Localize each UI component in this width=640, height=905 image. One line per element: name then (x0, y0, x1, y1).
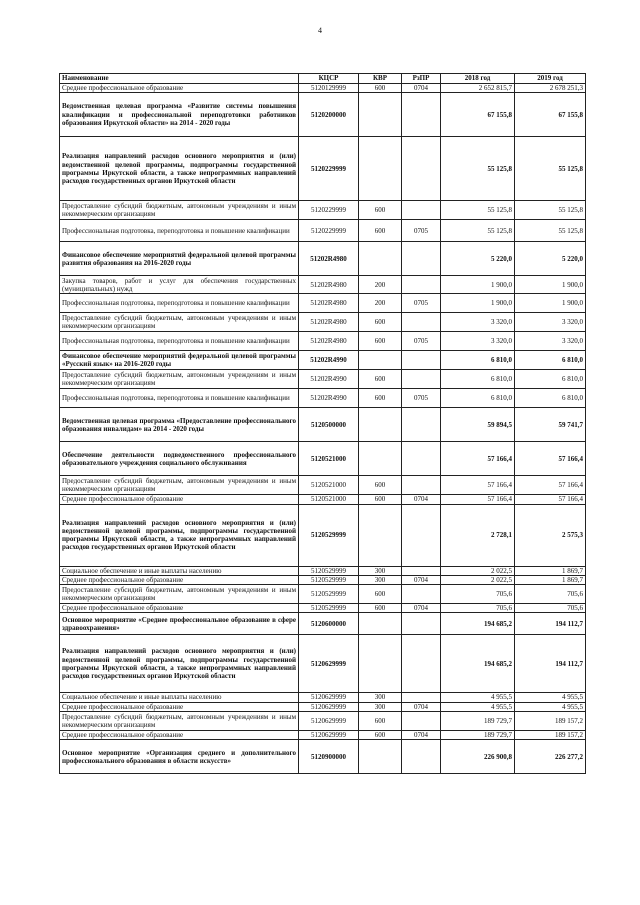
cell-rzpr (402, 276, 441, 294)
cell-2019: 67 155,8 (515, 93, 586, 137)
cell-name: Среднее профессиональное образование (60, 604, 299, 613)
header-name: Наименование (60, 74, 299, 84)
cell-rzpr: 0705 (402, 332, 441, 351)
table-row (60, 242, 586, 276)
cell-rzpr (402, 712, 441, 731)
cell-rzpr (402, 408, 441, 442)
cell-rzpr (402, 635, 441, 693)
cell-name: Среднее профессиональное образование (60, 495, 299, 504)
table-row (60, 408, 586, 442)
cell-rzpr (402, 566, 441, 575)
cell-kvr (359, 137, 402, 201)
cell-2018: 2 022,5 (441, 575, 515, 584)
cell-kvr: 600 (359, 476, 402, 495)
cell-2019: 55 125,8 (515, 137, 586, 201)
cell-name: Профессиональная подготовка, переподготовка и повышение квалификации (60, 332, 299, 351)
cell-rzpr (402, 613, 441, 635)
cell-2019: 59 741,7 (515, 408, 586, 442)
cell-name: Ведомственная целевая программа «Развитие системы повышения квалификации и профессиональной переподготовки работников образования Иркутской области» на 2014 - 2020 годы (60, 93, 299, 137)
cell-rzpr: 0705 (402, 294, 441, 313)
cell-kvr: 600 (359, 84, 402, 93)
table-row (60, 702, 586, 711)
cell-name: Финансовое обеспечение мероприятий федеральной целевой программы развития образования на 2016-2020 годы (60, 242, 299, 276)
cell-kcsr: 5120500000 (299, 408, 359, 442)
cell-kvr (359, 408, 402, 442)
cell-2019: 1 900,0 (515, 294, 586, 313)
table-row (60, 740, 586, 774)
cell-kcsr: 5120229999 (299, 137, 359, 201)
cell-kvr: 600 (359, 389, 402, 408)
table-row (60, 93, 586, 137)
cell-kcsr: 5120629999 (299, 731, 359, 740)
cell-rzpr (402, 370, 441, 389)
cell-2018: 705,6 (441, 604, 515, 613)
table-row (60, 604, 586, 613)
cell-2019: 194 112,7 (515, 635, 586, 693)
cell-rzpr (402, 476, 441, 495)
table-row (60, 495, 586, 504)
table-row (60, 220, 586, 242)
cell-2018: 6 810,0 (441, 351, 515, 370)
cell-kcsr: 5120200000 (299, 93, 359, 137)
cell-name: Предоставление субсидий бюджетным, автономным учреждениям и иным некоммерческим организациям (60, 313, 299, 332)
cell-kcsr: 51202R4980 (299, 332, 359, 351)
cell-2018: 67 155,8 (441, 93, 515, 137)
cell-kvr (359, 93, 402, 137)
cell-name: Реализация направлений расходов основного мероприятия и (или) ведомственной целевой программы, подпрограммы государственной программы Иркутской области, а также непрограммных направлений расходов государственных органов Иркутской области (60, 504, 299, 566)
cell-kvr: 600 (359, 313, 402, 332)
cell-kcsr: 51202R4990 (299, 370, 359, 389)
cell-name: Реализация направлений расходов основного мероприятия и (или) ведомственной целевой программы, подпрограммы государственной программы Иркутской области, а также непрограммных направлений расходов государственных органов Иркутской области (60, 635, 299, 693)
cell-2019: 2 678 251,3 (515, 84, 586, 93)
cell-kvr (359, 351, 402, 370)
cell-name: Реализация направлений расходов основного мероприятия и (или) ведомственной целевой программы, подпрограммы государственной программы Иркутской области, а также непрограммных направлений расходов государственных органов Иркутской области (60, 137, 299, 201)
table-row (60, 731, 586, 740)
cell-name: Среднее профессиональное образование (60, 575, 299, 584)
cell-rzpr (402, 504, 441, 566)
table-row (60, 566, 586, 575)
cell-2018: 705,6 (441, 585, 515, 604)
cell-rzpr (402, 351, 441, 370)
cell-kvr (359, 242, 402, 276)
cell-2018: 55 125,8 (441, 201, 515, 220)
cell-rzpr (402, 585, 441, 604)
cell-kcsr: 5120229999 (299, 220, 359, 242)
cell-2019: 57 166,4 (515, 476, 586, 495)
cell-2019: 5 220,0 (515, 242, 586, 276)
cell-2019: 189 157,2 (515, 712, 586, 731)
cell-name: Профессиональная подготовка, переподготовка и повышение квалификации (60, 294, 299, 313)
cell-2018: 194 685,2 (441, 635, 515, 693)
cell-2019: 226 277,2 (515, 740, 586, 774)
cell-rzpr: 0704 (402, 495, 441, 504)
table-row (60, 276, 586, 294)
header-2019: 2019 год (515, 74, 586, 84)
cell-kvr: 200 (359, 276, 402, 294)
cell-2018: 189 729,7 (441, 731, 515, 740)
cell-2019: 194 112,7 (515, 613, 586, 635)
cell-2019: 6 810,0 (515, 370, 586, 389)
table-row (60, 201, 586, 220)
cell-name: Закупка товаров, работ и услуг для обеспечения государственных (муниципальных) нужд (60, 276, 299, 294)
cell-rzpr: 0704 (402, 604, 441, 613)
cell-name: Предоставление субсидий бюджетным, автономным учреждениям и иным некоммерческим организациям (60, 370, 299, 389)
cell-kvr: 300 (359, 575, 402, 584)
table-row (60, 137, 586, 201)
cell-rzpr (402, 93, 441, 137)
table-row (60, 442, 586, 476)
cell-name: Предоставление субсидий бюджетным, автономным учреждениям и иным некоммерческим организациям (60, 712, 299, 731)
cell-2018: 55 125,8 (441, 220, 515, 242)
cell-rzpr: 0704 (402, 702, 441, 711)
cell-2018: 57 166,4 (441, 442, 515, 476)
cell-kvr: 600 (359, 220, 402, 242)
cell-kvr: 200 (359, 294, 402, 313)
cell-name: Среднее профессиональное образование (60, 702, 299, 711)
cell-2019: 55 125,8 (515, 201, 586, 220)
cell-kvr (359, 613, 402, 635)
cell-kvr: 600 (359, 712, 402, 731)
cell-rzpr: 0705 (402, 220, 441, 242)
cell-kvr: 300 (359, 693, 402, 702)
cell-kcsr: 5120521000 (299, 476, 359, 495)
cell-2018: 194 685,2 (441, 613, 515, 635)
cell-kvr: 600 (359, 604, 402, 613)
cell-kvr: 600 (359, 201, 402, 220)
cell-2018: 2 728,1 (441, 504, 515, 566)
header-kvr: КВР (359, 74, 402, 84)
cell-2018: 59 894,5 (441, 408, 515, 442)
table-row (60, 351, 586, 370)
cell-kcsr: 5120229999 (299, 201, 359, 220)
cell-kcsr: 51202R4980 (299, 313, 359, 332)
cell-kcsr: 5120529999 (299, 575, 359, 584)
cell-kcsr: 51202R4990 (299, 351, 359, 370)
cell-name: Профессиональная подготовка, переподготовка и повышение квалификации (60, 220, 299, 242)
cell-2018: 3 320,0 (441, 332, 515, 351)
cell-kcsr: 5120521000 (299, 495, 359, 504)
table-row (60, 585, 586, 604)
cell-kcsr: 5120129999 (299, 84, 359, 93)
cell-kcsr: 5120521000 (299, 442, 359, 476)
cell-name: Социальное обеспечение и иные выплаты населению (60, 693, 299, 702)
cell-rzpr (402, 693, 441, 702)
cell-rzpr (402, 137, 441, 201)
cell-2018: 1 900,0 (441, 276, 515, 294)
cell-2018: 6 810,0 (441, 389, 515, 408)
cell-rzpr (402, 740, 441, 774)
cell-name: Среднее профессиональное образование (60, 731, 299, 740)
cell-2019: 1 900,0 (515, 276, 586, 294)
cell-kvr: 600 (359, 495, 402, 504)
cell-kvr: 600 (359, 731, 402, 740)
cell-2019: 2 575,3 (515, 504, 586, 566)
cell-2018: 57 166,4 (441, 495, 515, 504)
cell-rzpr (402, 242, 441, 276)
cell-2018: 3 320,0 (441, 313, 515, 332)
cell-rzpr (402, 442, 441, 476)
cell-rzpr: 0705 (402, 389, 441, 408)
cell-kcsr: 5120600000 (299, 613, 359, 635)
cell-kcsr: 51202R4980 (299, 276, 359, 294)
cell-kvr (359, 635, 402, 693)
cell-name: Основное мероприятие «Организация среднего и дополнительного профессионального образования в области искусств» (60, 740, 299, 774)
cell-2019: 55 125,8 (515, 220, 586, 242)
cell-name: Основное мероприятие «Среднее профессиональное образование в сфере здравоохранения» (60, 613, 299, 635)
cell-kvr: 600 (359, 585, 402, 604)
cell-kvr (359, 504, 402, 566)
cell-2019: 705,6 (515, 604, 586, 613)
table-row (60, 313, 586, 332)
cell-2018: 226 900,8 (441, 740, 515, 774)
cell-2019: 1 869,7 (515, 566, 586, 575)
table-body (60, 84, 586, 774)
cell-name: Профессиональная подготовка, переподготовка и повышение квалификации (60, 389, 299, 408)
cell-kcsr: 51202R4980 (299, 242, 359, 276)
table-row (60, 575, 586, 584)
table-row (60, 613, 586, 635)
cell-name: Ведомственная целевая программа «Предоставление профессионального образования инвалидам» на 2014 - 2020 годы (60, 408, 299, 442)
cell-kcsr: 5120529999 (299, 604, 359, 613)
table-row (60, 635, 586, 693)
page-number: 4 (318, 26, 322, 35)
cell-2019: 189 157,2 (515, 731, 586, 740)
cell-2019: 1 869,7 (515, 575, 586, 584)
cell-2018: 57 166,4 (441, 476, 515, 495)
cell-name: Предоставление субсидий бюджетным, автономным учреждениям и иным некоммерческим организациям (60, 201, 299, 220)
table-header-row (60, 74, 586, 84)
cell-kcsr: 5120529999 (299, 585, 359, 604)
cell-2019: 6 810,0 (515, 389, 586, 408)
cell-2018: 5 220,0 (441, 242, 515, 276)
cell-2018: 2 652 815,7 (441, 84, 515, 93)
cell-rzpr (402, 313, 441, 332)
cell-2019: 4 955,5 (515, 693, 586, 702)
cell-name: Предоставление субсидий бюджетным, автономным учреждениям и иным некоммерческим организациям (60, 476, 299, 495)
cell-kvr (359, 740, 402, 774)
table-row (60, 294, 586, 313)
cell-kvr: 600 (359, 370, 402, 389)
cell-kcsr: 5120629999 (299, 693, 359, 702)
table-row (60, 504, 586, 566)
cell-kcsr: 51202R4980 (299, 294, 359, 313)
cell-kvr: 300 (359, 566, 402, 575)
cell-2019: 6 810,0 (515, 351, 586, 370)
cell-kvr (359, 442, 402, 476)
cell-2018: 4 955,5 (441, 702, 515, 711)
cell-2019: 3 320,0 (515, 332, 586, 351)
cell-2018: 6 810,0 (441, 370, 515, 389)
cell-2018: 55 125,8 (441, 137, 515, 201)
header-kcsr: КЦСР (299, 74, 359, 84)
cell-kvr: 300 (359, 702, 402, 711)
cell-2019: 57 166,4 (515, 495, 586, 504)
cell-2018: 2 022,5 (441, 566, 515, 575)
table-row (60, 693, 586, 702)
cell-name: Обеспечение деятельности подведомственного профессионального образовательного учреждения социального обслуживания (60, 442, 299, 476)
cell-kcsr: 51202R4990 (299, 389, 359, 408)
table-row (60, 332, 586, 351)
cell-kcsr: 5120629999 (299, 712, 359, 731)
cell-2019: 705,6 (515, 585, 586, 604)
cell-rzpr: 0704 (402, 84, 441, 93)
cell-kcsr: 5120900000 (299, 740, 359, 774)
cell-kcsr: 5120629999 (299, 635, 359, 693)
cell-2019: 4 955,5 (515, 702, 586, 711)
table-row (60, 389, 586, 408)
cell-kcsr: 5120629999 (299, 702, 359, 711)
table-row (60, 84, 586, 93)
cell-name: Финансовое обеспечение мероприятий федеральной целевой программы «Русский язык» на 2016-2020 годы (60, 351, 299, 370)
cell-name: Предоставление субсидий бюджетным, автономным учреждениям и иным некоммерческим организациям (60, 585, 299, 604)
cell-rzpr: 0704 (402, 575, 441, 584)
cell-kcsr: 5120529999 (299, 566, 359, 575)
budget-table (59, 73, 586, 774)
cell-rzpr: 0704 (402, 731, 441, 740)
cell-2019: 3 320,0 (515, 313, 586, 332)
cell-kvr: 600 (359, 332, 402, 351)
cell-rzpr (402, 201, 441, 220)
cell-2019: 57 166,4 (515, 442, 586, 476)
header-rzpr: РзПР (402, 74, 441, 84)
cell-2018: 4 955,5 (441, 693, 515, 702)
cell-2018: 1 900,0 (441, 294, 515, 313)
cell-name: Среднее профессиональное образование (60, 84, 299, 93)
header-2018: 2018 год (441, 74, 515, 84)
table-row (60, 370, 586, 389)
cell-2018: 189 729,7 (441, 712, 515, 731)
table-row (60, 712, 586, 731)
cell-name: Социальное обеспечение и иные выплаты населению (60, 566, 299, 575)
cell-kcsr: 5120529999 (299, 504, 359, 566)
table-row (60, 476, 586, 495)
